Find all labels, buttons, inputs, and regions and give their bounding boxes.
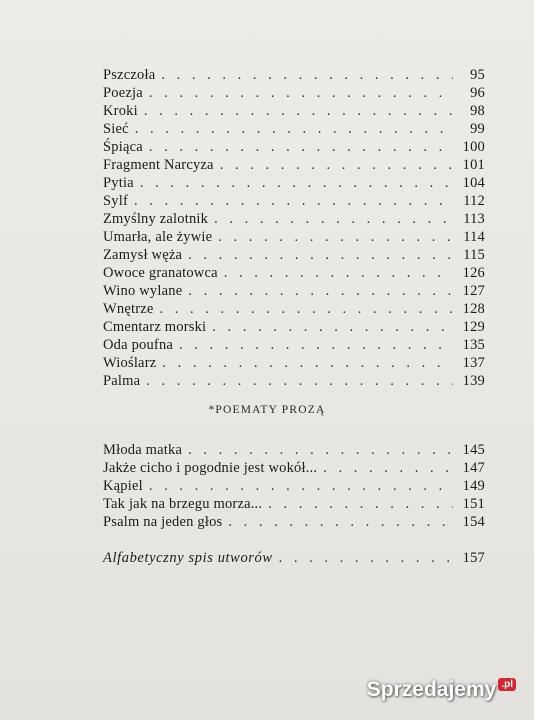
leader-dots xyxy=(135,120,453,138)
toc-entry xyxy=(103,372,485,390)
toc-entry-title: Tak jak na brzegu morza... xyxy=(103,496,263,512)
toc-entry-page: 151 xyxy=(462,496,485,512)
leader-dots xyxy=(279,549,453,567)
watermark-text: Sprzedajemy xyxy=(366,678,497,701)
toc-entry xyxy=(103,192,485,210)
toc-entry xyxy=(103,264,485,282)
toc-entry-title: Wino wylane xyxy=(103,283,183,299)
toc-entry-title: Owoce granatowca xyxy=(103,265,218,281)
toc-entry-page: 112 xyxy=(463,193,485,209)
leader-dots xyxy=(161,66,453,84)
leader-dots xyxy=(218,228,453,246)
toc-entry-title: Poezja xyxy=(103,85,143,101)
toc-entry xyxy=(103,228,485,246)
toc-entry-page: 113 xyxy=(463,211,485,227)
toc-entry-title: Młoda matka xyxy=(103,442,183,458)
toc-entry-page: 128 xyxy=(462,301,485,317)
toc-entry-title: Cmentarz morski xyxy=(103,319,207,335)
watermark-badge: .pl xyxy=(498,678,516,691)
sprzedajemy-watermark xyxy=(367,674,516,706)
leader-dots xyxy=(212,318,453,336)
toc-entry-title: Sieć xyxy=(103,121,129,137)
toc-entry-page: 139 xyxy=(462,373,485,389)
toc-entry-page: 95 xyxy=(470,67,485,83)
toc-entry xyxy=(103,246,485,264)
toc-entry-title: Pszczoła xyxy=(103,67,156,83)
leader-dots xyxy=(149,477,453,495)
toc-entry xyxy=(103,318,485,336)
toc-entry-title: Oda poufna xyxy=(103,337,174,353)
toc-entry-page: 135 xyxy=(462,337,485,353)
toc-entry-page: 127 xyxy=(462,283,485,299)
toc-entry xyxy=(103,513,485,531)
toc-entry xyxy=(103,300,485,318)
toc-entry xyxy=(103,495,485,513)
leader-dots xyxy=(323,459,453,477)
leader-dots xyxy=(228,513,453,531)
leader-dots xyxy=(188,246,453,264)
toc-entry-title: Wnętrze xyxy=(103,301,154,317)
toc-entry xyxy=(103,336,485,354)
toc-entry-title: Sylf xyxy=(103,193,128,209)
toc-entry xyxy=(103,459,485,477)
toc-entry-title: Alfabetyczny spis utworów xyxy=(103,550,273,566)
toc-entry xyxy=(103,66,485,84)
toc-entry-page: 157 xyxy=(462,550,485,566)
toc-entry-page: 114 xyxy=(463,229,485,245)
leader-dots xyxy=(149,138,453,156)
toc-entry xyxy=(103,354,485,372)
toc-entry-page: 96 xyxy=(470,85,485,101)
toc-entry xyxy=(103,210,485,228)
leader-dots xyxy=(144,102,453,120)
toc-entry-page: 99 xyxy=(470,121,485,137)
toc-entry xyxy=(103,84,485,102)
toc-entry-title: Pytia xyxy=(103,175,134,191)
toc-entry-page: 145 xyxy=(462,442,485,458)
toc-entry-page: 147 xyxy=(462,460,485,476)
toc-entry xyxy=(103,156,485,174)
leader-dots xyxy=(214,210,453,228)
toc-entry xyxy=(103,282,485,300)
toc-entry-page: 100 xyxy=(462,139,485,155)
toc-entry-page: 129 xyxy=(462,319,485,335)
toc-entry xyxy=(103,120,485,138)
toc-entry-page: 98 xyxy=(470,103,485,119)
toc-entry-title: Wioślarz xyxy=(103,355,157,371)
leader-dots xyxy=(188,441,453,459)
toc-entry-title: Kroki xyxy=(103,103,138,119)
toc-entry xyxy=(103,477,485,495)
leader-dots xyxy=(224,264,453,282)
leader-dots xyxy=(146,372,453,390)
toc-entry xyxy=(103,138,485,156)
toc-entry-title: Jakże cicho i pogodnie jest wokół... xyxy=(103,460,318,476)
leader-dots xyxy=(268,495,453,513)
leader-dots xyxy=(220,156,453,174)
leader-dots xyxy=(140,174,453,192)
toc-entry-page: 115 xyxy=(463,247,485,263)
toc-entry-title: Fragment Narcyza xyxy=(103,157,214,173)
section-heading: *POEMATY PROZĄ xyxy=(208,404,326,416)
toc-entry xyxy=(103,174,485,192)
toc-entry xyxy=(103,441,485,459)
toc-entry-page: 137 xyxy=(462,355,485,371)
toc-entry-page: 126 xyxy=(462,265,485,281)
toc-entry-title: Palma xyxy=(103,373,141,389)
toc-entry-title: Zmyślny zalotnik xyxy=(103,211,209,227)
toc-entry-page: 104 xyxy=(462,175,485,191)
toc-entry-index xyxy=(103,549,485,567)
toc-entry-page: 149 xyxy=(462,478,485,494)
toc-entry-page: 101 xyxy=(462,157,485,173)
leader-dots xyxy=(160,300,453,318)
leader-dots xyxy=(134,192,453,210)
toc-entry-title: Śpiąca xyxy=(103,139,143,155)
toc-entry-title: Psalm na jeden głos xyxy=(103,514,223,530)
toc-entry-title: Umarła, ale żywie xyxy=(103,229,213,245)
leader-dots xyxy=(149,84,453,102)
leader-dots xyxy=(179,336,453,354)
toc-entry-page: 154 xyxy=(462,514,485,530)
leader-dots xyxy=(162,354,453,372)
toc-entry-title: Kąpiel xyxy=(103,478,143,494)
toc-entry-title: Zamysł węża xyxy=(103,247,183,263)
toc-entry xyxy=(103,102,485,120)
leader-dots xyxy=(188,282,453,300)
